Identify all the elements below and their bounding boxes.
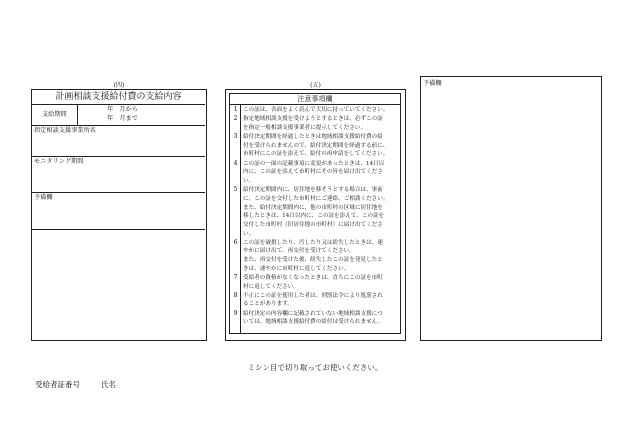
cut-instruction: ミシン目で切り取ってお使いください。 [247,363,383,372]
notes-box [229,93,401,334]
panel-6 [420,76,602,341]
note-text-line: 付を受けられませんので、給付決定期間を経過する前に、 [243,142,389,149]
note-number: 6 [233,238,238,246]
panel-4-number: (四) [113,82,125,89]
note-text-line: に、この証を交付した市町村にご連絡、ご相談ください。 [243,195,389,202]
note-text-line: 移したときは、14日以内に、この証を添えて、この証を [243,213,385,220]
note-number: 5 [233,186,238,194]
panel-4 [31,89,207,341]
note-text-line: いては、地域相談支援給付費の給付は受けられません。 [243,319,384,326]
note-text-line: 内に、この証を添えて市町村にその旨を届け出てくださ [243,169,383,176]
note-text-line: 給付決定期間内に、居住地を移そうとする場合は、事前 [243,187,383,194]
note-text-line: 受給者の資格がなくなったときは、直ちにこの証を市町 [243,274,383,281]
note-text-line: 指定地域相談支援を受けようとするときは、必ずこの証 [243,116,383,123]
panel-4-title: 計画相談支援給付費の支給内容 [55,92,182,102]
note-text-line: 村に返してください。 [243,283,299,290]
reserve-label-4: 予備欄 [34,194,53,201]
note-number: 1 [233,106,238,113]
note-text-line: きは、速やかに市町村に返してください。 [243,265,350,272]
period-until: 年 月まで [107,115,138,122]
note-text-line: 給付決定期間を経過したときは地域相談支援給付費の給 [243,134,383,141]
note-text-line: い。 [243,177,255,184]
note-number: 4 [233,159,238,167]
note-text-line: 市町村にこの証を添えて、給付の再申請をしてください。 [243,151,389,158]
note-text-line: やかに届け出て、再交付を受けてください。 [243,248,355,255]
panel-5-number: (五) [310,82,321,89]
note-text-line: ることがあります。 [243,301,293,308]
name-label: 氏名 [101,380,116,389]
note-text-line: また、給付決定期間内に、他の市町村の区域に居住地を [243,204,383,211]
note-text-line: い。 [243,230,255,237]
provider-label: 指定相談支援事業所名 [34,127,96,134]
notes-title: 注意事項欄 [297,95,333,103]
note-number: 2 [233,115,238,123]
note-text-line: を指定一般相談支援事業者に提示してください。 [243,124,367,131]
recipient-number-label: 受給者証番号 [35,380,80,389]
note-text-line: この証の一面の記載事項に変更があったときは、14日以 [243,160,385,167]
note-number: 8 [233,291,238,299]
period-label: 支給期間 [42,111,67,118]
reserve-label-6: 予備欄 [423,80,442,87]
panel-5 [225,89,406,341]
note-number: 3 [233,133,238,141]
monitoring-label: モニタリング期間 [34,158,84,165]
note-number: 7 [233,273,238,281]
note-text-line: 不正にこの証を使用した者は、刑罰法令により処罰され [243,292,383,299]
note-text-line: この証は、各面をよく読んで大切に持っていてください。 [243,107,389,113]
note-text-line: 給付決定の内容欄に記載されていない地域相談支援につ [243,310,383,317]
note-number: 9 [233,309,238,317]
period-from: 年 月から [107,106,138,113]
note-text-line: この証を破損したり、汚したり又は紛失したときは、速 [243,239,383,246]
note-text-line: また、再交付を受けた後、紛失したこの証を発見したと [243,257,383,264]
note-text-line: 交付した市町村（旧居住地の市町村）に届け出てくださ [243,221,383,228]
